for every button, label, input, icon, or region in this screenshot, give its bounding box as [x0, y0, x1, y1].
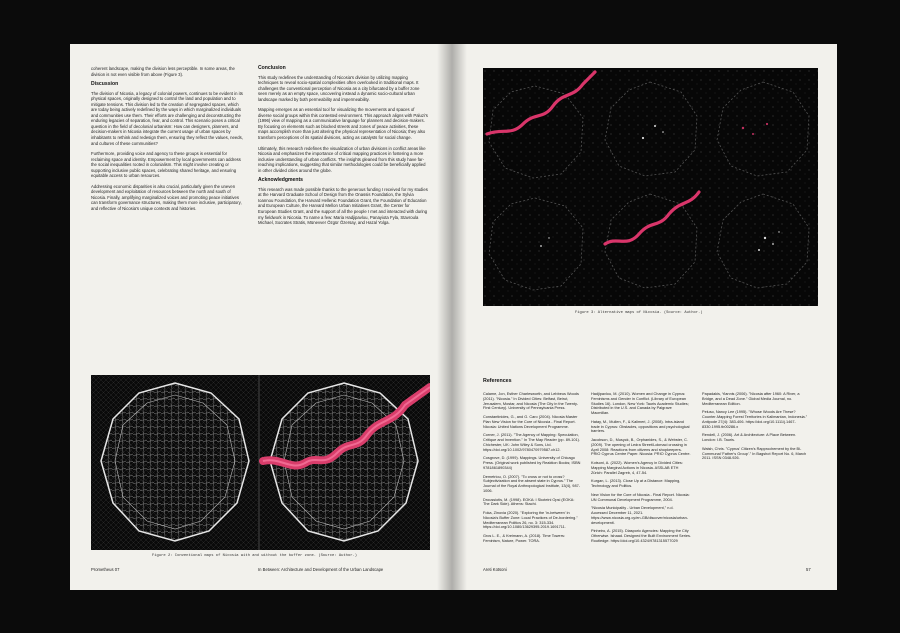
- acknowledgments-heading: Acknowledgments: [258, 177, 304, 184]
- reference-entry: Rendell, J. (2006). Art & Architecture: A Place Between. London: I.B. Tauris.: [702, 433, 797, 442]
- figure-3-maps: [483, 68, 818, 306]
- reference-entry: Calame, Jon, Esther Charlesworth, and Lebbeus Woods (2011). "Nicosia." In Divided Cities: Belfast, Beirut, Jerusalem, Mostar, and Nicosia (The City in the Twenty-First Century). University of Pennsylvania Press.: [483, 392, 579, 411]
- discussion-paragraph-2: Furthermore, providing voice and agency to these groups is essential for reclaiming space and identity. Empowerment by local governments can address the social inequalities rooted in colonialism. This might involve creating or supporting inclusive public spaces, celebrating shared heritage, and ensuring equitable access to urban resources.: [91, 151, 241, 179]
- reference-entry: Hatay, M., Mullen, F., & Kalimeri, J. (2008). Intra-island trade in Cyprus: Obstacles, oppositions and psychological barriers.: [591, 419, 690, 434]
- reference-entry: Kurgan, L. (2013). Close Up at a Distance: Mapping, Technology and Politics.: [591, 479, 681, 488]
- references-column-3: [702, 392, 808, 465]
- left-column: [91, 66, 245, 217]
- reference-entry: Demetriou, O. (2007). "To cross or not to cross? Subjectivization and the absent state in Cyprus." The Journal of the Royal Anthropological Institute, 13(4), 987-1006.: [483, 474, 581, 493]
- reference-entry: Gros L. E., & Kreimann, A. (2018). Time Towers: Feminism, Nature, Power. TORA.: [483, 534, 565, 543]
- footer-page-number: 57: [806, 567, 811, 572]
- conclusion-paragraph-1: This study redefines the understanding of Nicosia's division by utilizing mapping techniques to reveal socio-spatial complexities often overlooked in traditional maps. It challenges the conventional perception of Nicosia as a city bifurcated by a buffer zone seen merely as an empty space, uncovering instead a dynamic socio-cultural urban landscape marked by both permeability and impermeability.: [258, 74, 420, 102]
- reference-entry: New Vision for the Core of Nicosia - Final Report. Nicosia: UN Communal Development Programme, 2004.: [591, 492, 690, 502]
- left-page: [70, 44, 452, 590]
- discussion-heading: Discussion: [91, 81, 119, 88]
- reference-entry: Jacobson, D., Musyck, B., Orphanides, S., & Webster, C. (2009). The opening of Ledra Street/Lokmaci crossing in April 2008: Reactions from citizens and shopkeepers. PRIO Cyprus Centre Paper. Nicosia: PRIO Cyprus Centre.: [591, 438, 691, 457]
- right-column: [258, 66, 428, 231]
- conclusion-paragraph-2: Mapping emerges as an essential tool for visualizing the movements and spaces of diverse social groups within this contested environment. This approach aligns with Paluzi's (1996) view of mapping as a communicative language for planners and decision-makers. By focusing on elements such as blocked streets and zones of peace activities, these maps accomplish more than just altering the physical representation of Nicosia; they also transform perceptions of its spatial divisions, acting as catalysts for social change.: [258, 107, 428, 141]
- figure-3-illustration: [483, 68, 818, 306]
- intro-paragraph: coherent landscape, making the division less perceptible. In some areas, the division is not even visible from above (Figure 3).: [91, 66, 235, 77]
- reference-entry: Walsh, Chris. "Cyprus' Citizen's Rapprochement by the Bi-Communal 'Father's Group'." In Bagshot Report No. 6, March 2011. ISSN 0348-926.: [702, 446, 807, 461]
- right-page: [452, 44, 837, 590]
- reference-entry: Kotsoni, A. (2022). Women's Agency in Divided Cities: Mapping Marginal Actions in Nicosia. ASSLAB ETH Zürich: Parallel Zagreb, 4, 47-54.: [591, 461, 683, 475]
- references-column-1: [483, 392, 581, 548]
- reference-entry: Hadjipavlou, M. (2010). Women and Change in Cyprus: Feminisms and Gender in Conflict. (Library of European Studies 16). London, New York: Tauris Academic Studies; Distributed in the U.S. and Canada by Palgrave Macmillan.: [591, 392, 689, 415]
- footer-author: Areti Kotsoni: [483, 567, 507, 572]
- references-column-2: [591, 392, 691, 548]
- acknowledgments-paragraph: This research was made possible thanks to the generous funding I received for my studies at the Harvard Graduate School of Design from the Onassis Foundation, the Sylvia Ioannou Foundation, the Harvard Hellenic Foundation Grant, the Foundation of Education and European Culture, the Harvard Mellon Urban Initiatives Grant, the Center for European Studies Grant, and the support of all the people I met and interacted with during my fieldwork in Nicosia. To name a few: Maria Hadjipavlou, Panayiota Fyla, Stavroula Michael, Socrates Stratis, Münevver Özgür Özersay, and Hazal Yolga.: [258, 186, 428, 226]
- reference-entry: Corner, J. (2011). "The Agency of Mapping: Speculation, Critique and Invention." In The Map Reader (pp. 89-101). Chichester, UK: John Wiley & Sons, Ltd. https://doi.org/10.1002/9780470979587.ch12.: [483, 433, 581, 452]
- discussion-paragraph-3: Addressing economic disparities is also crucial, particularly given the uneven development and exploitation of resources between the north and south of Nicosia. Finally, amplifying marginalized voices and promoting peace initiatives can transform governance structures, making them more inclusive, participatory, and reflective of Nicosia's unique contexts and histories.: [91, 183, 242, 212]
- conclusion-heading: Conclusion: [258, 65, 286, 71]
- reference-entry: Foka, Zinovia (2020). "Exploring the 'in-between' in Nicosia's Buffer Zone: Local Practices of De-bordering." Mediterranean Politics 26, no. 3: 315-334. https://doi.org/10.1080/13629395.2019.1691711.: [483, 511, 578, 530]
- footer-journal: Prometheus 07: [91, 567, 120, 572]
- reference-entry: Droussiotis, M. (1998). EOKA: I Skoteini Opsi (EOKA: The Dark Side). Athens: Stachi.: [483, 497, 575, 507]
- reference-entry: Constantinides, G., and G. Caro (2004). Nicosia Master Plan New Vision for the Core of Nicosia - Final Report. Nicosia: United Nations Development Programme.: [483, 415, 578, 429]
- figure-3-caption: Figure 3: Alternative maps of Nicosia. (Source: Author.): [575, 311, 703, 315]
- figure-2-maps: [91, 375, 430, 550]
- reference-entry: Peluso, Nancy Lee (1995). "Whose Woods Are These? Counter-Mapping Forest Territories in Kalimantan, Indonesia." Antipode 27(4): 383-406. https://doi.org/10.1111/j.1467-8330.1995.tb00286.x: [702, 410, 808, 429]
- reference-entry: "Nicosia Municipality - Urban Development," n.d. Accessed December 11, 2021. https://www.nicosia.org.cy/en-GB/discover/nicosia/urban-development/.: [591, 506, 688, 525]
- reference-entry: Pinheiro, A. (2015). Diasporic Agencies: Mapping the City Otherwise. Ishaad. Designed the Built Environment Series. Routledge. https://doi.org/10.4324/9781315577029: [591, 529, 691, 543]
- references-heading: References: [483, 378, 512, 384]
- figure-2-illustration: [91, 375, 430, 550]
- footer-title: In Between: Architecture and Development of the Urban Landscape: [258, 567, 384, 572]
- conclusion-paragraph-3: Ultimately, this research redefines the visualization of urban divisions in conflict areas like Nicosia and emphasizes the importance of critical mapping practices in fostering a more inclusive understanding of urban conflicts. The insights gleaned from this study have far-reaching implications, suggesting that similar methodologies could be beneficially applied in other divided cities around the globe.: [258, 145, 426, 173]
- discussion-paragraph-1: The division of Nicosia, a legacy of colonial powers, continues to be evident in its physical spaces, originally designed to control the land and population and to mitigate tensions. This division led to the creation of segregated spaces, which are today being actively redefined by the ways in which marginalized individuals and communities use them. Their efforts are challenging and deconstructing the enduring legacies of separation, fear, and control. This scenario poses a critical question in the field of decolonial urbanism: How can designers, planners, and decision-makers in Nicosia integrate the current usage of urban spaces by inhabitants to rethink and redesign them, ensuring they reflect the values, needs, and cultures of these communities?: [91, 90, 243, 146]
- figure-2-caption: Figure 2: Conventional maps of Nicosia with and without the buffer zone. (Source: Author.): [152, 554, 358, 558]
- reference-entry: Cosgrove, D. (1999). Mappings. University of Chicago Press. (Original work published by Reaktion Books; ISBN 9781861890344): [483, 456, 581, 470]
- reference-entry: Papadakis, Yiannis (2006). "Nicosia after 1960: A River, a Bridge, and a Dead Zone." Global Media Journal, no. Mediterranean Edition.: [702, 392, 800, 406]
